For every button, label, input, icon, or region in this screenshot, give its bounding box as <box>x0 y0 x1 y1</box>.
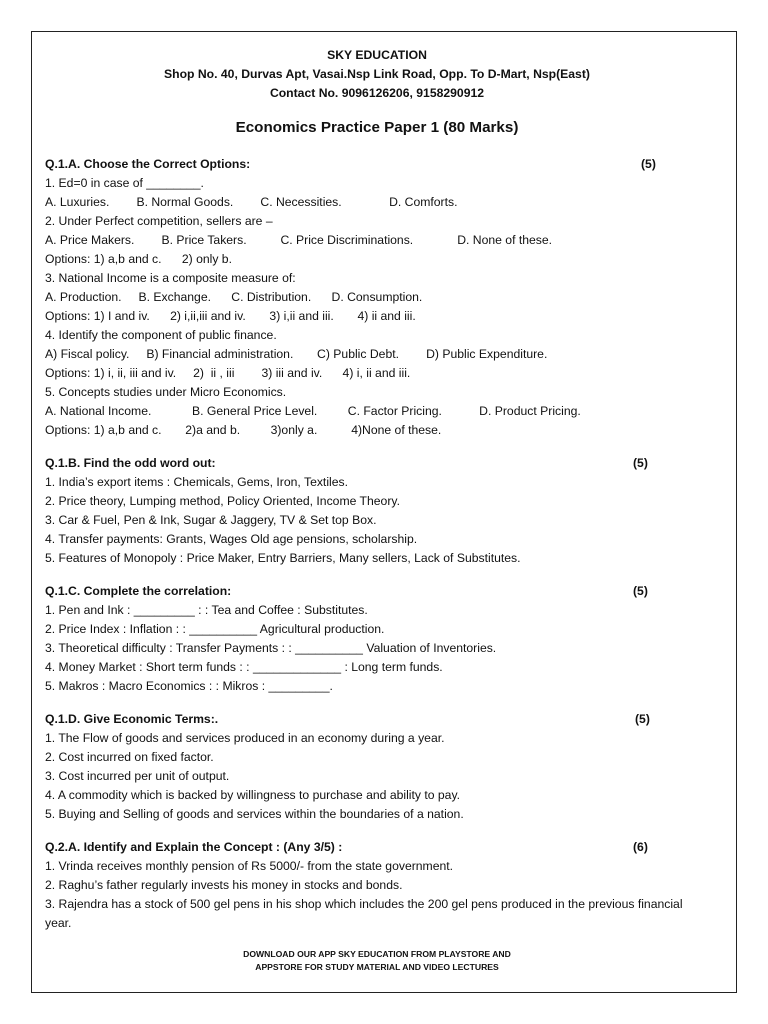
question-line: A. National Income. B. General Price Level. C. Factor Pricing. D. Product Pricing. <box>45 404 581 418</box>
question-line: 3. Rajendra has a stock of 500 gel pens in his shop which includes the 200 gel pens produced in the previous financial year. <box>45 897 683 930</box>
section-heading-text: Q.1.B. Find the odd word out: <box>45 456 216 470</box>
footer-note <box>45 948 709 974</box>
question-line: 5. Concepts studies under Micro Economics. <box>45 385 287 399</box>
question-line: 4. A commodity which is backed by willingness to purchase and ability to pay. <box>45 788 461 802</box>
question-line: 4. Money Market : Short term funds : : _____________ : Long term funds. <box>45 660 443 674</box>
section-heading <box>45 710 709 729</box>
question-line: 3. National Income is a composite measure of: <box>45 271 296 285</box>
section-heading-text: Q.1.D. Give Economic Terms:. <box>45 712 219 726</box>
institute-header <box>45 46 709 103</box>
institute-address: Shop No. 40, Durvas Apt, Vasai.Nsp Link Road, Opp. To D-Mart, Nsp(East) <box>164 67 590 81</box>
question-line: A. Luxuries. B. Normal Goods. C. Necessities. D. Comforts. <box>45 195 458 209</box>
section-marks: (6) <box>633 840 648 854</box>
paper-title: Economics Practice Paper 1 (80 Marks) <box>235 119 519 136</box>
question-line: 3. Cost incurred per unit of output. <box>45 769 230 783</box>
section-heading <box>45 582 709 601</box>
section-q2a <box>45 838 709 933</box>
question-line: 1. Vrinda receives monthly pension of Rs 5000/- from the state government. <box>45 859 454 873</box>
question-line: 2. Under Perfect competition, sellers are – <box>45 214 273 228</box>
question-line: A. Price Makers. B. Price Takers. C. Price Discriminations. D. None of these. <box>45 233 553 247</box>
question-line: A. Production. B. Exchange. C. Distribution. D. Consumption. <box>45 290 423 304</box>
question-line: 2. Cost incurred on fixed factor. <box>45 750 214 764</box>
question-line: 3. Car & Fuel, Pen & Ink, Sugar & Jaggery, TV & Set top Box. <box>45 513 377 527</box>
question-line: 3. Theoretical difficulty : Transfer Payments : : __________ Valuation of Inventories. <box>45 641 497 655</box>
section-marks: (5) <box>641 157 656 171</box>
question-line: 5. Makros : Macro Economics : : Mikros : _________. <box>45 679 333 693</box>
institute-name: SKY EDUCATION <box>327 48 427 62</box>
section-marks: (5) <box>633 584 648 598</box>
document-body <box>45 46 709 933</box>
question-line: Options: 1) i, ii, iii and iv. 2) ii , iii 3) iii and iv. 4) i, ii and iii. <box>45 366 411 380</box>
section-heading <box>45 454 709 473</box>
section-q1c <box>45 582 709 696</box>
question-line: 1. Pen and Ink : _________ : : Tea and Coffee : Substitutes. <box>45 603 368 617</box>
section-heading-text: Q.1.A. Choose the Correct Options: <box>45 157 251 171</box>
question-line: 1. India’s export items : Chemicals, Gems, Iron, Textiles. <box>45 475 348 489</box>
question-line: 4. Transfer payments: Grants, Wages Old age pensions, scholarship. <box>45 532 418 546</box>
question-line: A) Fiscal policy. B) Financial administration. C) Public Debt. D) Public Expenditure. <box>45 347 548 361</box>
question-line: 5. Buying and Selling of goods and services within the boundaries of a nation. <box>45 807 464 821</box>
question-line: 5. Features of Monopoly : Price Maker, Entry Barriers, Many sellers, Lack of Substitutes. <box>45 551 521 565</box>
section-heading-text: Q.1.C. Complete the correlation: <box>45 584 232 598</box>
section-heading-text: Q.2.A. Identify and Explain the Concept : (Any 3/5) : <box>45 840 343 854</box>
footer-line: APPSTORE FOR STUDY MATERIAL AND VIDEO LECTURES <box>255 962 499 972</box>
question-line: Options: 1) I and iv. 2) i,ii,iii and iv. 3) i,ii and iii. 4) ii and iii. <box>45 309 416 323</box>
question-line: 2. Price Index : Inflation : : __________ Agricultural production. <box>45 622 385 636</box>
section-q1a <box>45 155 709 440</box>
section-heading <box>45 155 709 174</box>
question-line: 2. Price theory, Lumping method, Policy Oriented, Income Theory. <box>45 494 400 508</box>
question-line: 2. Raghu’s father regularly invests his money in stocks and bonds. <box>45 878 403 892</box>
question-line: 1. Ed=0 in case of ________. <box>45 176 204 190</box>
section-marks: (5) <box>633 456 648 470</box>
section-marks: (5) <box>635 712 650 726</box>
question-line: Options: 1) a,b and c. 2) only b. <box>45 252 232 266</box>
institute-contact: Contact No. 9096126206, 9158290912 <box>269 86 485 100</box>
footer-line: DOWNLOAD OUR APP SKY EDUCATION FROM PLAYSTORE AND <box>243 949 511 959</box>
question-line: Options: 1) a,b and c. 2)a and b. 3)only a. 4)None of these. <box>45 423 442 437</box>
section-heading <box>45 838 709 857</box>
question-line: 1. The Flow of goods and services produced in an economy during a year. <box>45 731 445 745</box>
section-q1b <box>45 454 709 568</box>
section-q1d <box>45 710 709 824</box>
question-line: 4. Identify the component of public finance. <box>45 328 277 342</box>
